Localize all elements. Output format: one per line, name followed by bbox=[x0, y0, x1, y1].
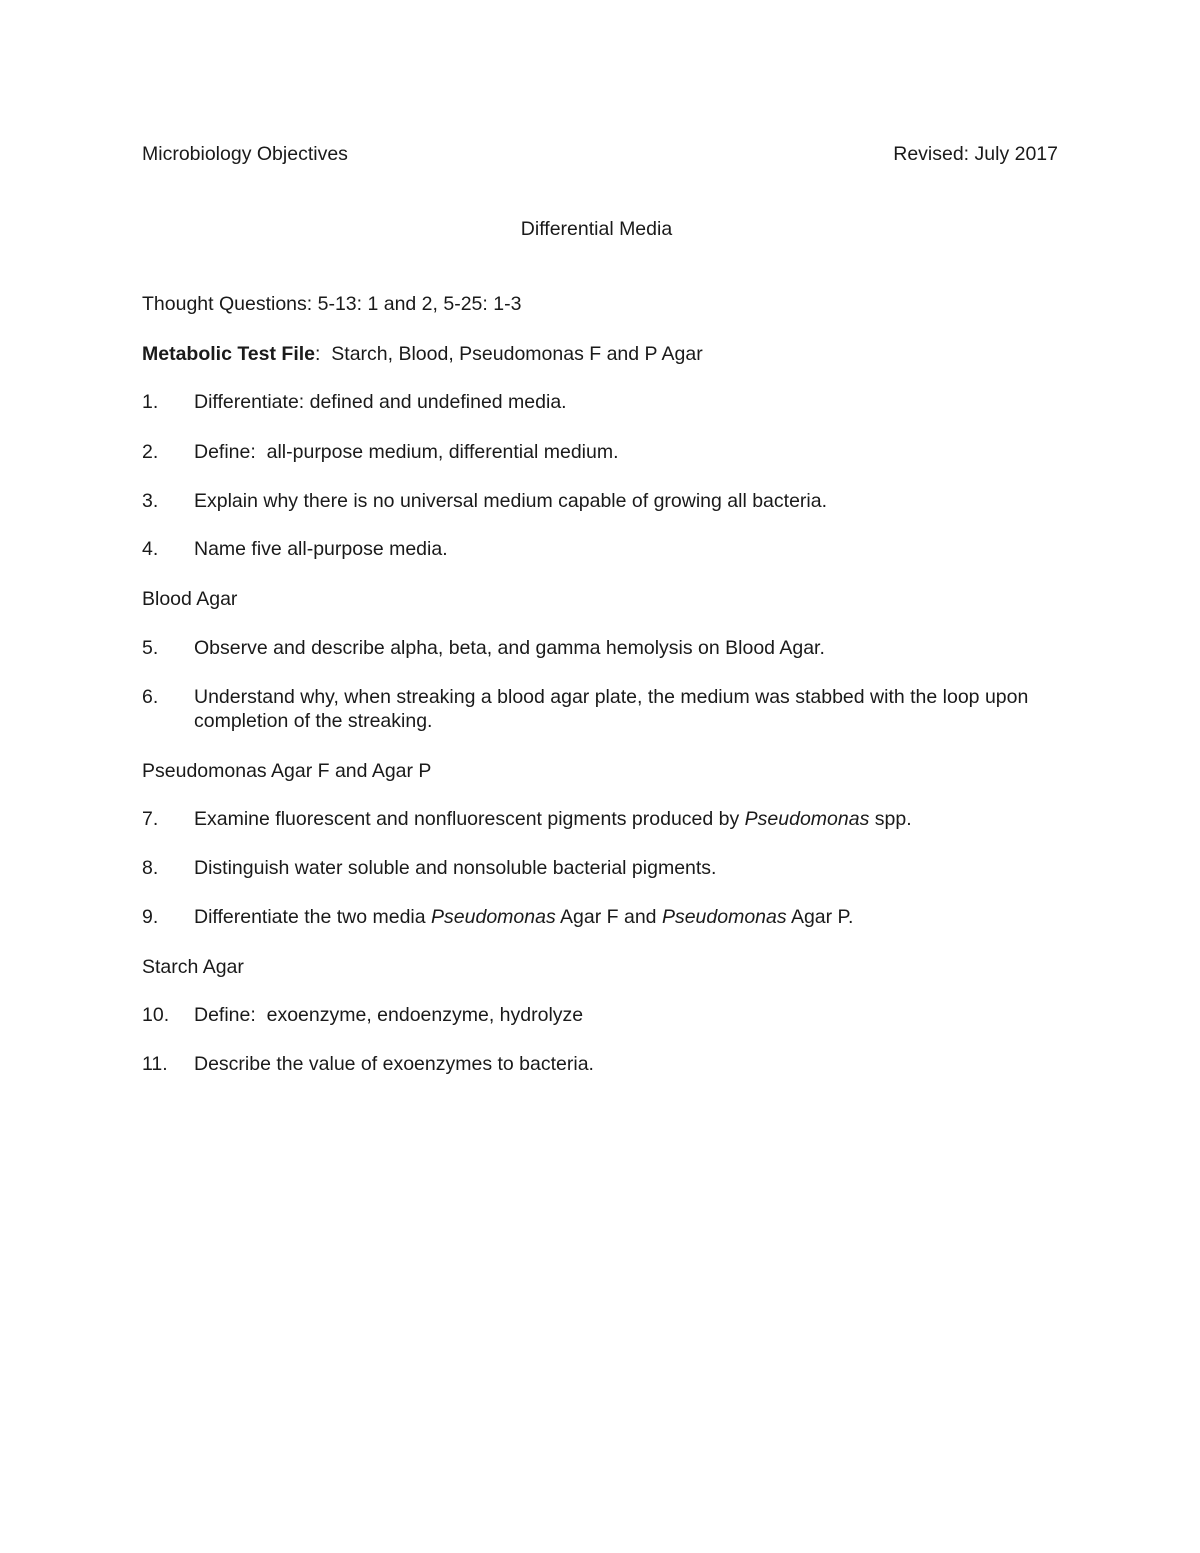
item-text: Observe and describe alpha, beta, and gamma hemolysis on Blood Agar. bbox=[194, 637, 825, 659]
item-text: Differentiate: defined and undefined media. bbox=[194, 391, 567, 413]
item-text: Name five all-purpose media. bbox=[194, 538, 448, 560]
header-revised-date: Revised: July 2017 bbox=[893, 143, 1058, 165]
item-text: Understand why, when streaking a blood agar plate, the medium was stabbed with the loop upon completion of the streaking. bbox=[194, 686, 1029, 732]
thought-questions: Thought Questions: 5-13: 1 and 2, 5-25: 1-3 bbox=[142, 293, 522, 315]
section-heading-pseudomonas-agar: Pseudomonas Agar F and Agar P bbox=[142, 760, 432, 782]
item-text: Distinguish water soluble and nonsoluble bacterial pigments. bbox=[194, 857, 717, 879]
section-heading-blood-agar: Blood Agar bbox=[142, 588, 238, 610]
item-text: Describe the value of exoenzymes to bacteria. bbox=[194, 1053, 594, 1075]
item-number: 7. bbox=[142, 808, 159, 830]
item-number: 1. bbox=[142, 391, 159, 413]
item-text: Define: exoenzyme, endoenzyme, hydrolyze bbox=[194, 1004, 584, 1026]
item-number: 10. bbox=[142, 1004, 170, 1026]
metabolic-label: Metabolic Test File bbox=[142, 343, 316, 365]
item-text: Examine fluorescent and nonfluorescent pigments produced by Pseudomonas spp. bbox=[194, 808, 912, 830]
italic-genus: Pseudomonas bbox=[661, 906, 787, 928]
section-heading-starch-agar: Starch Agar bbox=[142, 956, 244, 978]
item-number: 4. bbox=[142, 538, 159, 560]
italic-genus: Pseudomonas bbox=[431, 906, 556, 928]
document-title: Differential Media bbox=[520, 218, 673, 240]
item-text: Define: all-purpose medium, differential medium. bbox=[194, 441, 619, 463]
item-number: 8. bbox=[142, 857, 159, 879]
item-number: 5. bbox=[142, 637, 159, 659]
item-number: 3. bbox=[142, 490, 159, 512]
item-text: Differentiate the two media Pseudomonas Agar F and Pseudomonas Agar P. bbox=[194, 906, 854, 928]
item-number: 2. bbox=[142, 441, 159, 463]
italic-genus: Pseudomonas bbox=[744, 808, 870, 830]
header-course: Microbiology Objectives bbox=[142, 143, 348, 165]
item-text: Explain why there is no universal medium capable of growing all bacteria. bbox=[194, 490, 827, 512]
item-number: 11. bbox=[142, 1053, 168, 1075]
metabolic-test-file bbox=[142, 342, 703, 366]
metabolic-text: Starch, Blood, Pseudomonas F and P Agar bbox=[320, 343, 703, 365]
item-number: 6. bbox=[142, 686, 159, 708]
item-number: 9. bbox=[142, 906, 159, 928]
metabolic-colon: : bbox=[315, 343, 321, 365]
